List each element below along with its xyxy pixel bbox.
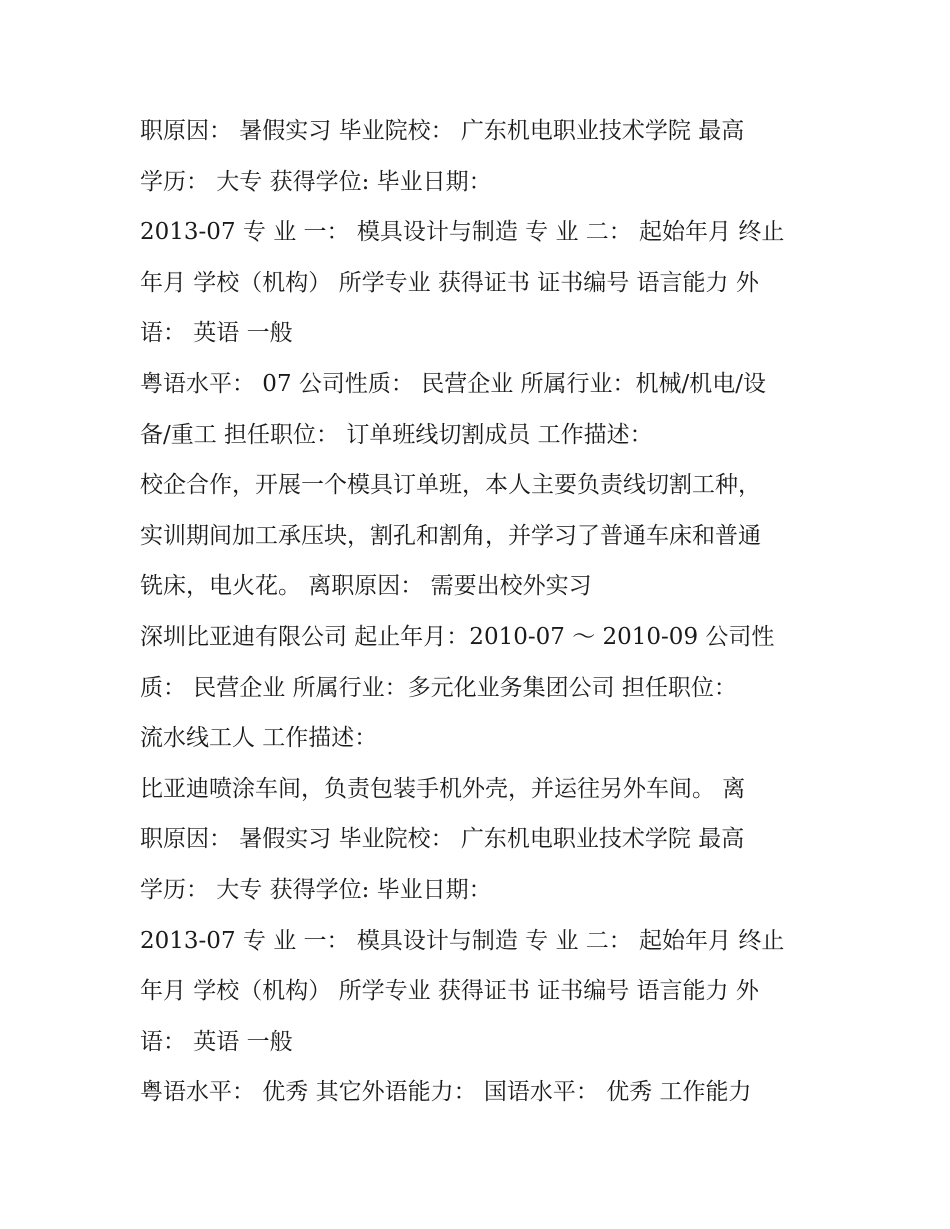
text-line: 铣床，电火花。 离职原因： 需要出校外实习	[140, 573, 592, 600]
text-line: 学历： 大专 获得学位: 毕业日期：	[140, 168, 492, 195]
text-line: 质： 民营企业 所属行业：多元化业务集团公司 担任职位：	[140, 674, 737, 701]
text-line: 语： 英语 一般	[140, 320, 293, 347]
text-line: 职原因： 暑假实习 毕业院校： 广东机电职业技术学院 最高	[140, 118, 745, 144]
text-line: 深圳比亚迪有限公司 起止年月：2010-07 ～ 2010-09 公司性	[140, 623, 775, 650]
text-line: 粤语水平： 优秀 其它外语能力： 国语水平： 优秀 工作能力	[140, 1079, 752, 1106]
text-line: 比亚迪喷涂车间，负责包装手机外壳，并运往另外车间。 离	[140, 775, 746, 802]
text-line: 学历： 大专 获得学位: 毕业日期：	[140, 876, 492, 903]
text-line: 2013-07 专 业 一： 模具设计与制造 专 业 二： 起始年月 终止	[140, 219, 785, 246]
text-line: 职原因： 暑假实习 毕业院校： 广东机电职业技术学院 最高	[140, 826, 745, 853]
text-line: 校企合作，开展一个模具订单班，本人主要负责线切割工种，	[140, 472, 761, 499]
text-line: 粤语水平： 07 公司性质： 民营企业 所属行业：机械/机电/设	[140, 370, 767, 397]
text-line: 流水线工人 工作描述：	[140, 725, 378, 752]
text-line: 年月 学校（机构） 所学专业 获得证书 证书编号 语言能力 外	[140, 269, 759, 296]
text-line: 2013-07 专 业 一： 模具设计与制造 专 业 二： 起始年月 终止	[140, 927, 785, 954]
text-line: 备/重工 担任职位： 订单班线切割成员 工作描述：	[140, 421, 653, 448]
text-line: 实训期间加工承压块，割孔和割角，并学习了普通车床和普通	[140, 522, 761, 549]
text-line: 年月 学校（机构） 所学专业 获得证书 证书编号 语言能力 外	[140, 978, 759, 1005]
resume-body-text	[140, 106, 830, 1118]
text-line: 语： 英语 一般	[140, 1028, 293, 1055]
